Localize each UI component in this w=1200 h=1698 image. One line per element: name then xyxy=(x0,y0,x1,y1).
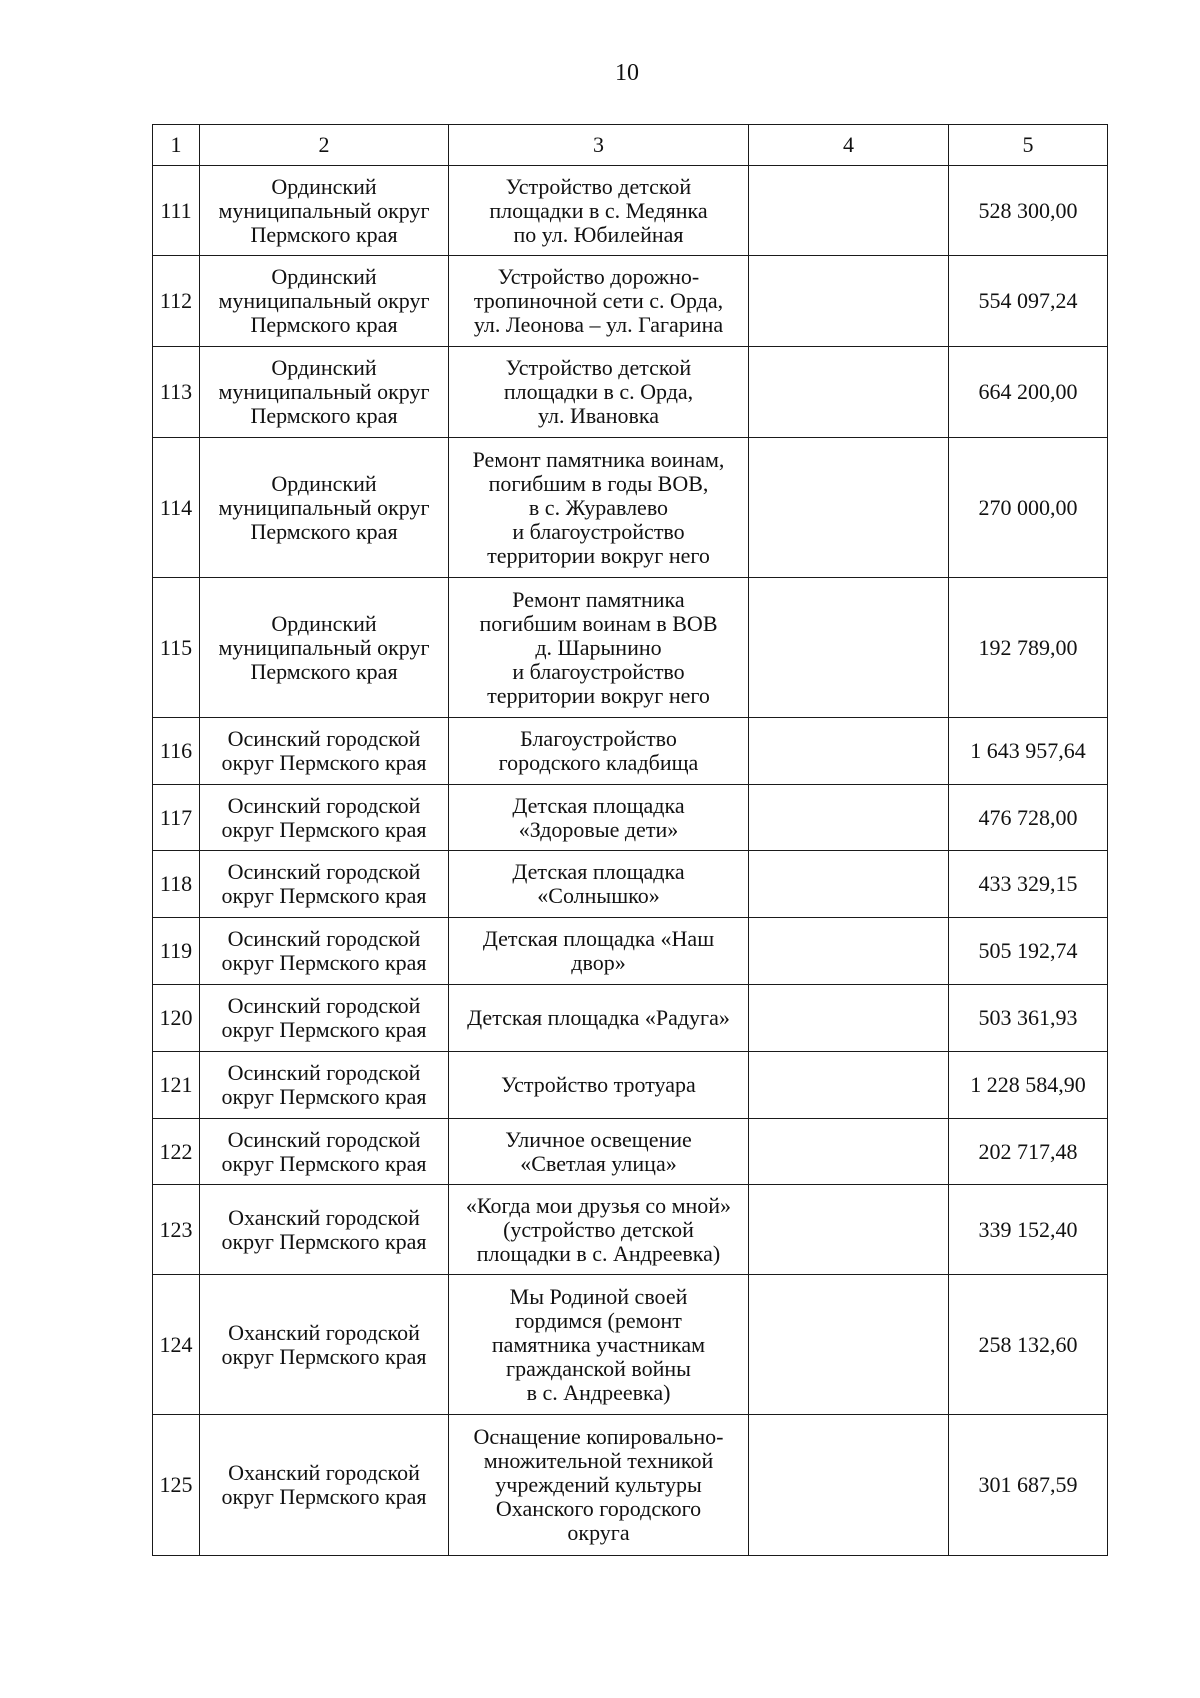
column-4-cell xyxy=(749,785,949,851)
project-cell: Устройство дорожно- тропиночной сети с. Орда, ул. Леонова – ул. Гагарина xyxy=(449,256,749,347)
amount-cell: 1 228 584,90 xyxy=(949,1052,1108,1119)
amount-cell: 1 643 957,64 xyxy=(949,718,1108,785)
table-row xyxy=(153,256,1108,347)
row-number: 118 xyxy=(153,851,200,918)
column-4-cell xyxy=(749,985,949,1052)
project-cell: Мы Родиной своей гордимся (ремонт памятника участникам гражданской войны в с. Андреевка) xyxy=(449,1275,749,1415)
project-cell: Детская площадка «Здоровые дети» xyxy=(449,785,749,851)
district-cell: Ординский муниципальный округ Пермского края xyxy=(200,256,449,347)
row-number: 125 xyxy=(153,1415,200,1556)
amount-cell: 258 132,60 xyxy=(949,1275,1108,1415)
district-cell: Осинский городской округ Пермского края xyxy=(200,785,449,851)
district-cell: Ординский муниципальный округ Пермского края xyxy=(200,347,449,438)
column-4-cell xyxy=(749,1415,949,1556)
row-number: 123 xyxy=(153,1185,200,1275)
district-cell: Осинский городской округ Пермского края xyxy=(200,851,449,918)
row-number: 111 xyxy=(153,166,200,256)
column-4-cell xyxy=(749,1185,949,1275)
project-cell: Оснащение копировально- множительной техникой учреждений культуры Оханского городского округа xyxy=(449,1415,749,1556)
column-4-cell xyxy=(749,1275,949,1415)
table-row xyxy=(153,918,1108,985)
table-row xyxy=(153,1052,1108,1119)
column-4-cell xyxy=(749,851,949,918)
table-row xyxy=(153,438,1108,578)
header-cell-1: 1 xyxy=(153,125,200,166)
district-cell: Осинский городской округ Пермского края xyxy=(200,718,449,785)
district-cell: Ординский муниципальный округ Пермского края xyxy=(200,166,449,256)
amount-cell: 202 717,48 xyxy=(949,1119,1108,1185)
header-cell-2: 2 xyxy=(200,125,449,166)
amount-cell: 505 192,74 xyxy=(949,918,1108,985)
column-4-cell xyxy=(749,1052,949,1119)
amount-cell: 270 000,00 xyxy=(949,438,1108,578)
column-4-cell xyxy=(749,166,949,256)
district-cell: Осинский городской округ Пермского края xyxy=(200,985,449,1052)
district-cell: Ординский муниципальный округ Пермского края xyxy=(200,438,449,578)
table-row xyxy=(153,1119,1108,1185)
table-row xyxy=(153,578,1108,718)
table-row xyxy=(153,1185,1108,1275)
district-cell: Осинский городской округ Пермского края xyxy=(200,1119,449,1185)
project-cell: Благоустройство городского кладбища xyxy=(449,718,749,785)
allocation-table xyxy=(152,124,1108,1556)
table-row xyxy=(153,1275,1108,1415)
amount-cell: 503 361,93 xyxy=(949,985,1108,1052)
project-cell: Детская площадка «Радуга» xyxy=(449,985,749,1052)
district-cell: Осинский городской округ Пермского края xyxy=(200,1052,449,1119)
table-row xyxy=(153,347,1108,438)
row-number: 115 xyxy=(153,578,200,718)
amount-cell: 433 329,15 xyxy=(949,851,1108,918)
district-cell: Ординский муниципальный округ Пермского края xyxy=(200,578,449,718)
header-row xyxy=(153,125,1108,166)
row-number: 120 xyxy=(153,985,200,1052)
row-number: 124 xyxy=(153,1275,200,1415)
amount-cell: 664 200,00 xyxy=(949,347,1108,438)
project-cell: Устройство детской площадки в с. Медянка по ул. Юбилейная xyxy=(449,166,749,256)
project-cell: Уличное освещение «Светлая улица» xyxy=(449,1119,749,1185)
table-row xyxy=(153,851,1108,918)
project-cell: Устройство детской площадки в с. Орда, ул. Ивановка xyxy=(449,347,749,438)
row-number: 122 xyxy=(153,1119,200,1185)
district-cell: Оханский городской округ Пермского края xyxy=(200,1275,449,1415)
row-number: 113 xyxy=(153,347,200,438)
project-cell: Устройство тротуара xyxy=(449,1052,749,1119)
column-4-cell xyxy=(749,438,949,578)
column-4-cell xyxy=(749,1119,949,1185)
column-4-cell xyxy=(749,578,949,718)
header-cell-3: 3 xyxy=(449,125,749,166)
amount-cell: 528 300,00 xyxy=(949,166,1108,256)
project-cell: Детская площадка «Солнышко» xyxy=(449,851,749,918)
row-number: 116 xyxy=(153,718,200,785)
header-cell-5: 5 xyxy=(949,125,1108,166)
row-number: 112 xyxy=(153,256,200,347)
table-row xyxy=(153,718,1108,785)
table-row xyxy=(153,785,1108,851)
district-cell: Оханский городской округ Пермского края xyxy=(200,1185,449,1275)
column-4-cell xyxy=(749,347,949,438)
column-4-cell xyxy=(749,918,949,985)
table-row xyxy=(153,1415,1108,1556)
project-cell: Ремонт памятника погибшим воинам в ВОВ д. Шарынино и благоустройство территории вокруг него xyxy=(449,578,749,718)
project-cell: Детская площадка «Наш двор» xyxy=(449,918,749,985)
amount-cell: 192 789,00 xyxy=(949,578,1108,718)
amount-cell: 554 097,24 xyxy=(949,256,1108,347)
table-row xyxy=(153,166,1108,256)
row-number: 117 xyxy=(153,785,200,851)
table-body xyxy=(153,125,1108,1556)
page-number: 10 xyxy=(615,60,639,86)
table-row xyxy=(153,985,1108,1052)
column-4-cell xyxy=(749,256,949,347)
project-cell: Ремонт памятника воинам, погибшим в годы ВОВ, в с. Журавлево и благоустройство территории вокруг него xyxy=(449,438,749,578)
row-number: 121 xyxy=(153,1052,200,1119)
district-cell: Оханский городской округ Пермского края xyxy=(200,1415,449,1556)
amount-cell: 476 728,00 xyxy=(949,785,1108,851)
column-4-cell xyxy=(749,718,949,785)
header-cell-4: 4 xyxy=(749,125,949,166)
district-cell: Осинский городской округ Пермского края xyxy=(200,918,449,985)
amount-cell: 339 152,40 xyxy=(949,1185,1108,1275)
row-number: 114 xyxy=(153,438,200,578)
project-cell: «Когда мои друзья со мной» (устройство детской площадки в с. Андреевка) xyxy=(449,1185,749,1275)
amount-cell: 301 687,59 xyxy=(949,1415,1108,1556)
row-number: 119 xyxy=(153,918,200,985)
